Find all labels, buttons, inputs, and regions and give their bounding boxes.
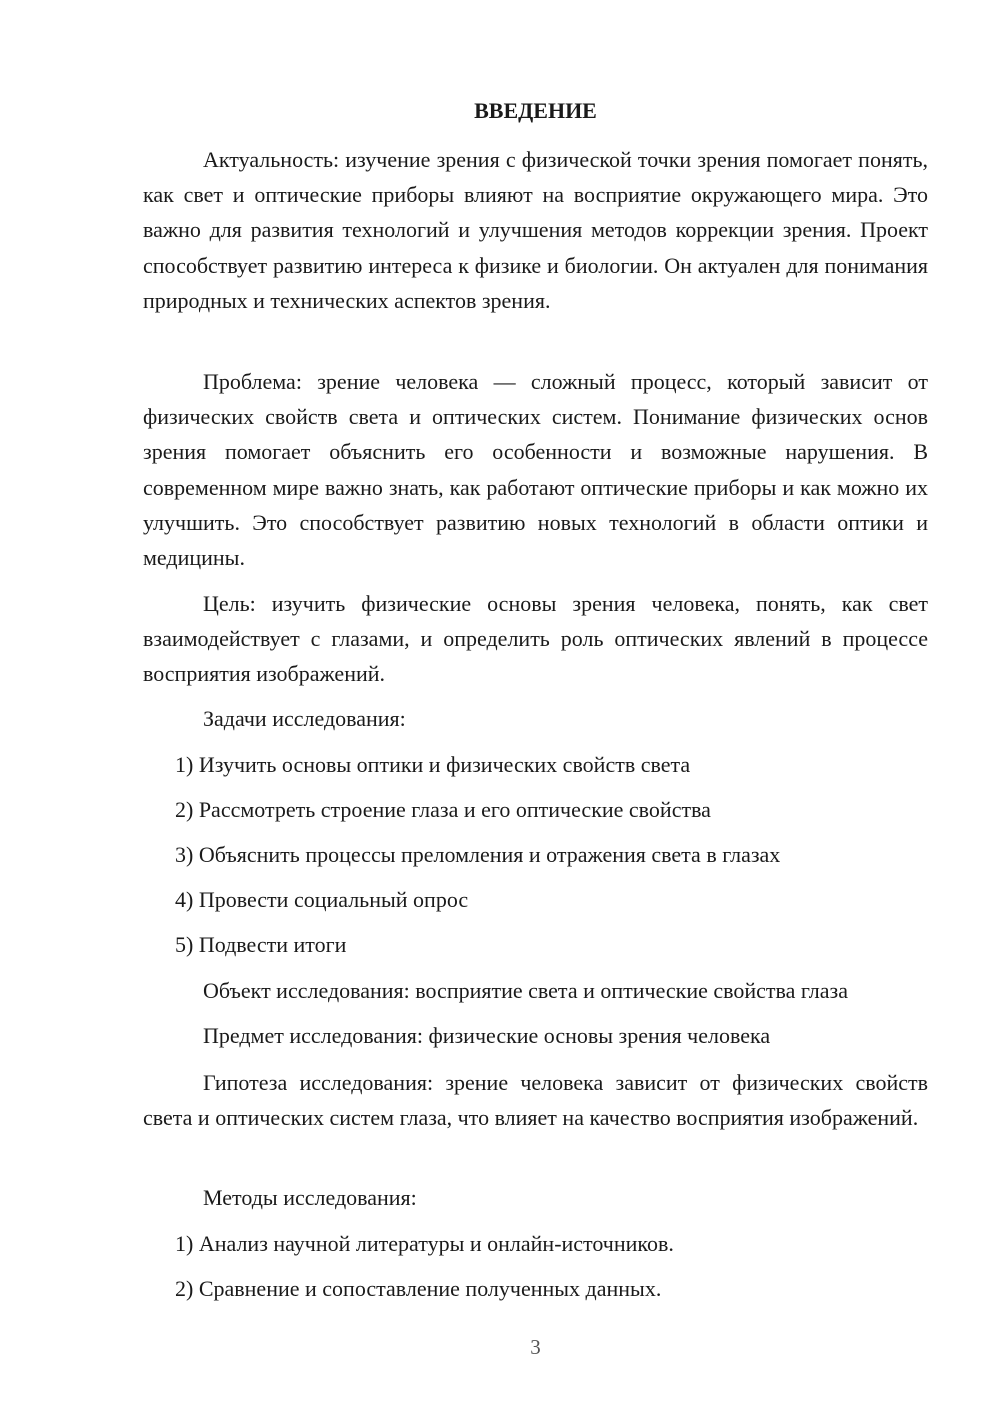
research-subject: Предмет исследования: физические основы зрения человека [203,1023,771,1048]
task-item-3: 3) Объяснить процессы преломления и отражения света в глазах [175,842,781,867]
paragraph-relevance: Актуальность: изучение зрения с физической точки зрения помогает понять, как свет и оптические приборы влияют на восприятие окружающего мира. Это важно для развития технологий и улучшения методов коррекции зрения. Проект способствует развитию интереса к физике и биологии. Он актуален для понимания природных и технических аспектов зрения. [143,147,928,313]
research-object: Объект исследования: восприятие света и оптические свойства глаза [203,978,849,1003]
paragraph-hypothesis: Гипотеза исследования: зрение человека зависит от физических свойств света и оптических систем глаза, что влияет на качество восприятия изображений. [143,1070,928,1131]
section-heading: ВВЕДЕНИЕ [474,98,597,123]
methods-title: Методы исследования: [203,1185,417,1210]
tasks-title: Задачи исследования: [203,706,406,731]
task-item-5: 5) Подвести итоги [175,932,347,957]
method-item-1: 1) Анализ научной литературы и онлайн-источников. [175,1231,674,1256]
page-number: 3 [530,1335,541,1359]
paragraph-goal: Цель: изучить физические основы зрения человека, понять, как свет взаимодействует с глазами, и определить роль оптических явлений в процессе восприятия изображений. [143,591,928,687]
task-item-1: 1) Изучить основы оптики и физических свойств света [175,752,691,777]
paragraph-problem: Проблема: зрение человека — сложный процесс, который зависит от физических свойств света и оптических систем. Понимание физических основ зрения помогает объяснить его особенности и возможные нарушения. В современном мире важно знать, как работают оптические приборы и как можно их улучшить. Это способствует развитию новых технологий в области оптики и медицины. [143,369,928,571]
method-item-2: 2) Сравнение и сопоставление полученных данных. [175,1276,662,1301]
task-item-2: 2) Рассмотреть строение глаза и его оптические свойства [175,797,711,822]
task-item-4: 4) Провести социальный опрос [175,887,469,912]
